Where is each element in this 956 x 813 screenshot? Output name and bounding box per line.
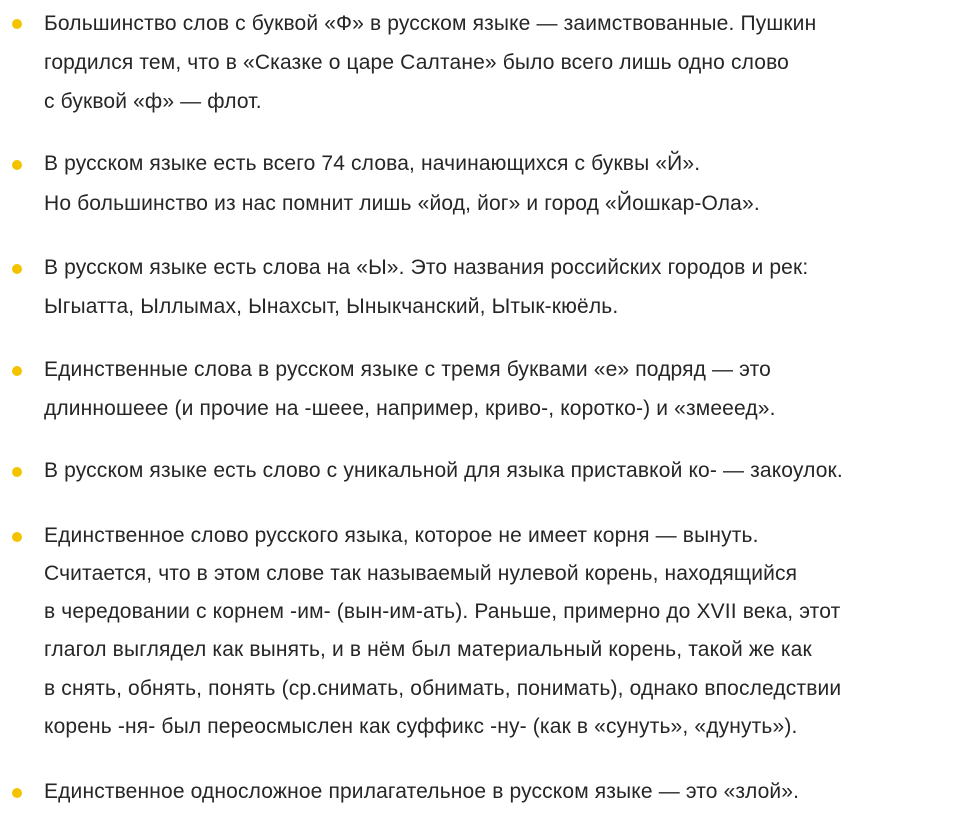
- fact-6-line-6: корень -ня- был переосмыслен как суффикс -ну- (как в «сунуть», «дунуть»).: [44, 715, 798, 738]
- fact-4-line-1: Единственные слова в русском языке с тремя буквами «е» подряд — это: [44, 358, 771, 381]
- fact-2-line-1: В русском языке есть всего 74 слова, начинающихся с буквы «Й».: [44, 152, 701, 175]
- fact-1-line-1: Большинство слов с буквой «Ф» в русском языке — заимствованные. Пушкин: [44, 12, 817, 35]
- fact-1-line-3: с буквой «ф» — флот.: [44, 90, 262, 113]
- bullet-dot-icon: [12, 788, 22, 798]
- bullet-dot-icon: [12, 467, 22, 477]
- fact-3-line-2: Ыгыатта, Ыллымах, Ынахсыт, Ыныкчанский, Ытык-кюёль.: [44, 295, 619, 318]
- bullet-dot-icon: [12, 532, 22, 542]
- fact-5-line-1: В русском языке есть слово с уникальной для языка приставкой ко- — закоулок.: [44, 459, 843, 482]
- fact-6-line-1: Единственное слово русского языка, которое не имеет корня — вынуть.: [44, 524, 759, 547]
- bullet-dot-icon: [12, 366, 22, 376]
- fact-6-line-3: в чередовании с корнем -им- (вын-им-ать). Раньше, примерно до XVII века, этот: [44, 600, 841, 623]
- bullet-dot-icon: [12, 264, 22, 274]
- fact-1-line-2: гордился тем, что в «Сказке о царе Салтане» было всего лишь одно слово: [44, 51, 790, 74]
- bullet-dot-icon: [12, 19, 22, 29]
- bullet-dot-icon: [12, 160, 22, 170]
- fact-7-line-1: Единственное односложное прилагательное в русском языке — это «злой».: [44, 780, 800, 803]
- fact-6-line-2: Считается, что в этом слове так называемый нулевой корень, находящийся: [44, 562, 798, 585]
- fact-3-line-1: В русском языке есть слова на «Ы». Это названия российских городов и рек:: [44, 256, 809, 279]
- fact-6-line-4: глагол выглядел как вынять, и в нём был материальный корень, такой же как: [44, 638, 812, 661]
- fact-6-line-5: в снять, обнять, понять (ср.снимать, обнимать, понимать), однако впоследствии: [44, 677, 842, 700]
- fact-2-line-2: Но большинство из нас помнит лишь «йод, йог» и город «Йошкар-Ола».: [44, 192, 760, 215]
- fact-4-line-2: длинношеее (и прочие на -шеее, например, криво-, коротко-) и «змееед».: [44, 397, 776, 420]
